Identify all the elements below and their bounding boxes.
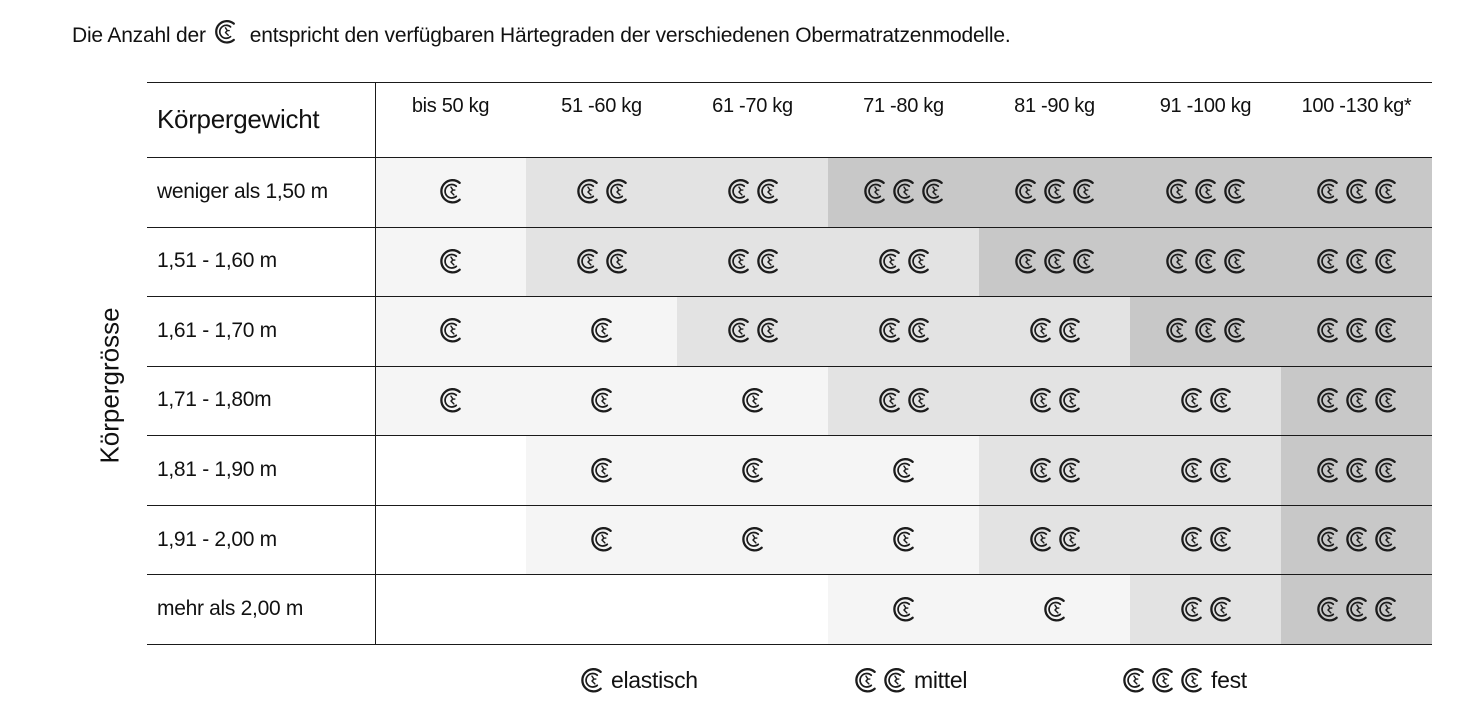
table-cell (1281, 366, 1432, 436)
c-moon-logo-icon (1221, 316, 1248, 345)
column-header (677, 82, 828, 157)
c-moon-logo-icon (1314, 386, 1341, 415)
c-moon-logo-icon (739, 525, 766, 554)
c-moon-logo-icon (437, 386, 464, 415)
c-moon-logo-icon (1221, 177, 1248, 206)
table-cell (526, 574, 677, 644)
c-moon-logo-icon (725, 177, 752, 206)
c-moon-logo-icon (1343, 525, 1370, 554)
table-cell (677, 574, 828, 644)
c-moon-logo-icon (905, 316, 932, 345)
row-divider (147, 644, 1432, 645)
table-cell (828, 227, 979, 297)
c-moon-logo-icon (1178, 386, 1205, 415)
body-height-axis-label: Körpergrösse (94, 306, 125, 464)
table-cell (1130, 157, 1281, 227)
legend-icons (1120, 666, 1205, 695)
row-label: weniger als 1,50 m (157, 179, 328, 203)
c-moon-logo-icon (437, 177, 464, 206)
c-moon-logo-icon (1343, 595, 1370, 624)
c-moon-logo-icon (1372, 316, 1399, 345)
c-moon-logo-icon (1027, 386, 1054, 415)
legend-label: mittel (914, 667, 968, 693)
column-header-line: 80 kg (896, 95, 944, 117)
intro-text-before: Die Anzahl der (72, 24, 206, 47)
column-header-line: 70 kg (745, 95, 793, 117)
c-moon-logo-icon (1163, 177, 1190, 206)
c-moon-logo-icon (1056, 525, 1083, 554)
c-moon-logo-icon (1314, 456, 1341, 485)
firmness-table (147, 82, 1432, 644)
column-header (375, 82, 526, 157)
c-moon-logo-icon (905, 386, 932, 415)
c-moon-logo-icon (1041, 177, 1068, 206)
c-moon-logo-icon (1343, 386, 1370, 415)
column-header-line: 81 - (1014, 95, 1048, 117)
c-moon-logo-icon (588, 386, 615, 415)
c-moon-logo-icon (1343, 456, 1370, 485)
c-moon-logo-icon (1178, 525, 1205, 554)
table-cell (375, 157, 526, 227)
c-moon-logo-icon (1192, 316, 1219, 345)
table-cell (677, 505, 828, 575)
c-moon-logo-icon (1372, 247, 1399, 276)
c-moon-logo-icon (1149, 666, 1176, 695)
c-moon-logo-icon (861, 177, 888, 206)
table-cell (828, 574, 979, 644)
table-cell (677, 227, 828, 297)
row-divider (147, 435, 1432, 436)
row-divider (147, 82, 1432, 83)
c-moon-logo-icon (1012, 177, 1039, 206)
c-moon-logo-icon (603, 177, 630, 206)
c-moon-logo-icon (1012, 247, 1039, 276)
table-cell (526, 435, 677, 505)
legend-item (578, 666, 698, 695)
intro-sentence (72, 22, 1010, 50)
row-divider (147, 574, 1432, 575)
c-moon-logo-icon (1070, 247, 1097, 276)
c-moon-logo-icon (1192, 247, 1219, 276)
table-cell (375, 366, 526, 436)
c-moon-logo-icon (1372, 525, 1399, 554)
row-divider (147, 296, 1432, 297)
row-divider (147, 366, 1432, 367)
c-moon-logo-icon (1120, 666, 1147, 695)
table-cell (677, 366, 828, 436)
table-cell (526, 157, 677, 227)
c-moon-logo-icon (1372, 177, 1399, 206)
c-moon-logo-icon (1041, 595, 1068, 624)
c-moon-logo-icon (1343, 247, 1370, 276)
table-cell (1281, 157, 1432, 227)
column-header-line: 91 - (1159, 95, 1193, 117)
c-moon-logo-icon (739, 456, 766, 485)
table-cell (1281, 227, 1432, 297)
table-cell (1130, 227, 1281, 297)
c-moon-logo-icon (603, 247, 630, 276)
c-moon-logo-icon (754, 177, 781, 206)
table-cell (1281, 435, 1432, 505)
table-cell (375, 227, 526, 297)
c-moon-logo-icon (739, 386, 766, 415)
c-moon-logo-icon (725, 247, 752, 276)
c-moon-logo-icon (1041, 247, 1068, 276)
column-header (526, 82, 677, 157)
column-header (828, 82, 979, 157)
column-header (1130, 82, 1281, 157)
c-moon-logo-icon (437, 247, 464, 276)
row-label: 1,71 - 1,80m (157, 388, 272, 412)
table-cell (526, 505, 677, 575)
c-moon-logo-icon (876, 316, 903, 345)
column-header-line: 130 kg* (1345, 95, 1412, 117)
row-label: 1,81 - 1,90 m (157, 458, 277, 482)
c-moon-logo-icon (890, 456, 917, 485)
label-column-divider (375, 82, 376, 644)
table-cell (828, 296, 979, 366)
row-label: 1,51 - 1,60 m (157, 249, 277, 273)
row-divider (147, 505, 1432, 506)
c-moon-logo-icon (588, 316, 615, 345)
table-cell (677, 157, 828, 227)
legend-item (1120, 666, 1247, 695)
c-moon-logo-icon (890, 595, 917, 624)
table-cell (375, 296, 526, 366)
table-cell (1281, 296, 1432, 366)
legend-item (852, 666, 967, 695)
column-header (979, 82, 1130, 157)
table-cell (979, 157, 1130, 227)
c-moon-logo-icon (1343, 316, 1370, 345)
c-moon-logo-icon (852, 666, 879, 695)
table-cell (979, 296, 1130, 366)
table-cell (1130, 296, 1281, 366)
c-moon-logo-icon (1372, 595, 1399, 624)
row-divider (147, 227, 1432, 228)
table-cell (828, 435, 979, 505)
c-moon-logo-icon (1056, 316, 1083, 345)
table-cell (979, 366, 1130, 436)
row-label: 1,61 - 1,70 m (157, 318, 277, 342)
c-moon-logo-icon (1070, 177, 1097, 206)
table-cell (1130, 366, 1281, 436)
column-header-line: 71 - (863, 95, 897, 117)
c-moon-logo-icon (1027, 316, 1054, 345)
c-moon-logo-icon (1027, 456, 1054, 485)
c-moon-logo-icon (1314, 177, 1341, 206)
c-moon-logo-icon (754, 316, 781, 345)
column-header-line: 100 - (1301, 95, 1346, 117)
c-moon-logo-icon (212, 18, 238, 46)
legend-icons (852, 666, 908, 695)
c-moon-logo-icon (1056, 386, 1083, 415)
table-cell (979, 574, 1130, 644)
row-label: mehr als 2,00 m (157, 597, 304, 621)
c-moon-logo-icon (905, 247, 932, 276)
legend-label: elastisch (611, 667, 698, 693)
table-cell (1130, 505, 1281, 575)
table-cell (526, 227, 677, 297)
c-moon-logo-icon (578, 666, 605, 695)
table-cell (677, 435, 828, 505)
column-header-line: bis 50 kg (411, 95, 490, 117)
c-moon-logo-icon (1314, 525, 1341, 554)
c-moon-logo-icon (1343, 177, 1370, 206)
table-cell (828, 157, 979, 227)
table-cell (1130, 435, 1281, 505)
c-moon-logo-icon (1207, 386, 1234, 415)
legend-icons (578, 666, 605, 695)
column-header-line: 60 kg (594, 95, 642, 117)
c-moon-logo-icon (1207, 525, 1234, 554)
table-cell (979, 227, 1130, 297)
c-moon-logo-icon (919, 177, 946, 206)
c-moon-logo-icon (1192, 177, 1219, 206)
c-moon-logo-icon (1027, 525, 1054, 554)
table-cell (375, 574, 526, 644)
c-moon-logo-icon (890, 177, 917, 206)
c-moon-logo-icon (1221, 247, 1248, 276)
legend-label: fest (1211, 667, 1247, 693)
c-moon-logo-icon (1178, 456, 1205, 485)
c-moon-logo-icon (1314, 595, 1341, 624)
c-moon-logo-icon (1372, 386, 1399, 415)
c-moon-logo-icon (437, 316, 464, 345)
c-moon-logo-icon (1207, 456, 1234, 485)
table-cell (979, 505, 1130, 575)
column-header-line: 51 - (561, 95, 595, 117)
c-moon-logo-icon (1163, 316, 1190, 345)
c-moon-logo-icon (1314, 316, 1341, 345)
table-cell (1281, 505, 1432, 575)
c-moon-logo-icon (1163, 247, 1190, 276)
c-moon-logo-icon (1372, 456, 1399, 485)
intro-text-after: entspricht den verfügbaren Härtegraden der verschiedenen Obermatratzenmodelle. (249, 24, 1011, 47)
column-header (1281, 82, 1432, 157)
row-label: 1,91 - 2,00 m (157, 527, 277, 551)
c-moon-logo-icon (754, 247, 781, 276)
table-cell (828, 505, 979, 575)
c-moon-logo-icon (574, 247, 601, 276)
table-cell (526, 366, 677, 436)
c-moon-logo-icon (212, 18, 238, 46)
table-cell (1281, 574, 1432, 644)
c-moon-logo-icon (881, 666, 908, 695)
c-moon-logo-icon (876, 247, 903, 276)
table-corner-header: Körpergewicht (157, 104, 320, 134)
table-cell (375, 435, 526, 505)
row-divider (147, 157, 1432, 158)
c-moon-logo-icon (588, 525, 615, 554)
table-cell (1130, 574, 1281, 644)
table-cell (375, 505, 526, 575)
c-moon-logo-icon (1314, 247, 1341, 276)
column-header-line: 90 kg (1047, 95, 1095, 117)
table-cell (828, 366, 979, 436)
c-moon-logo-icon (1178, 595, 1205, 624)
table-cell (677, 296, 828, 366)
table-cell (979, 435, 1130, 505)
table-cell (526, 296, 677, 366)
c-moon-logo-icon (1178, 666, 1205, 695)
c-moon-logo-icon (574, 177, 601, 206)
column-header-line: 61 - (712, 95, 746, 117)
c-moon-logo-icon (725, 316, 752, 345)
c-moon-logo-icon (588, 456, 615, 485)
column-header-line: 100 kg (1193, 95, 1252, 117)
c-moon-logo-icon (1207, 595, 1234, 624)
c-moon-logo-icon (890, 525, 917, 554)
c-moon-logo-icon (876, 386, 903, 415)
c-moon-logo-icon (1056, 456, 1083, 485)
